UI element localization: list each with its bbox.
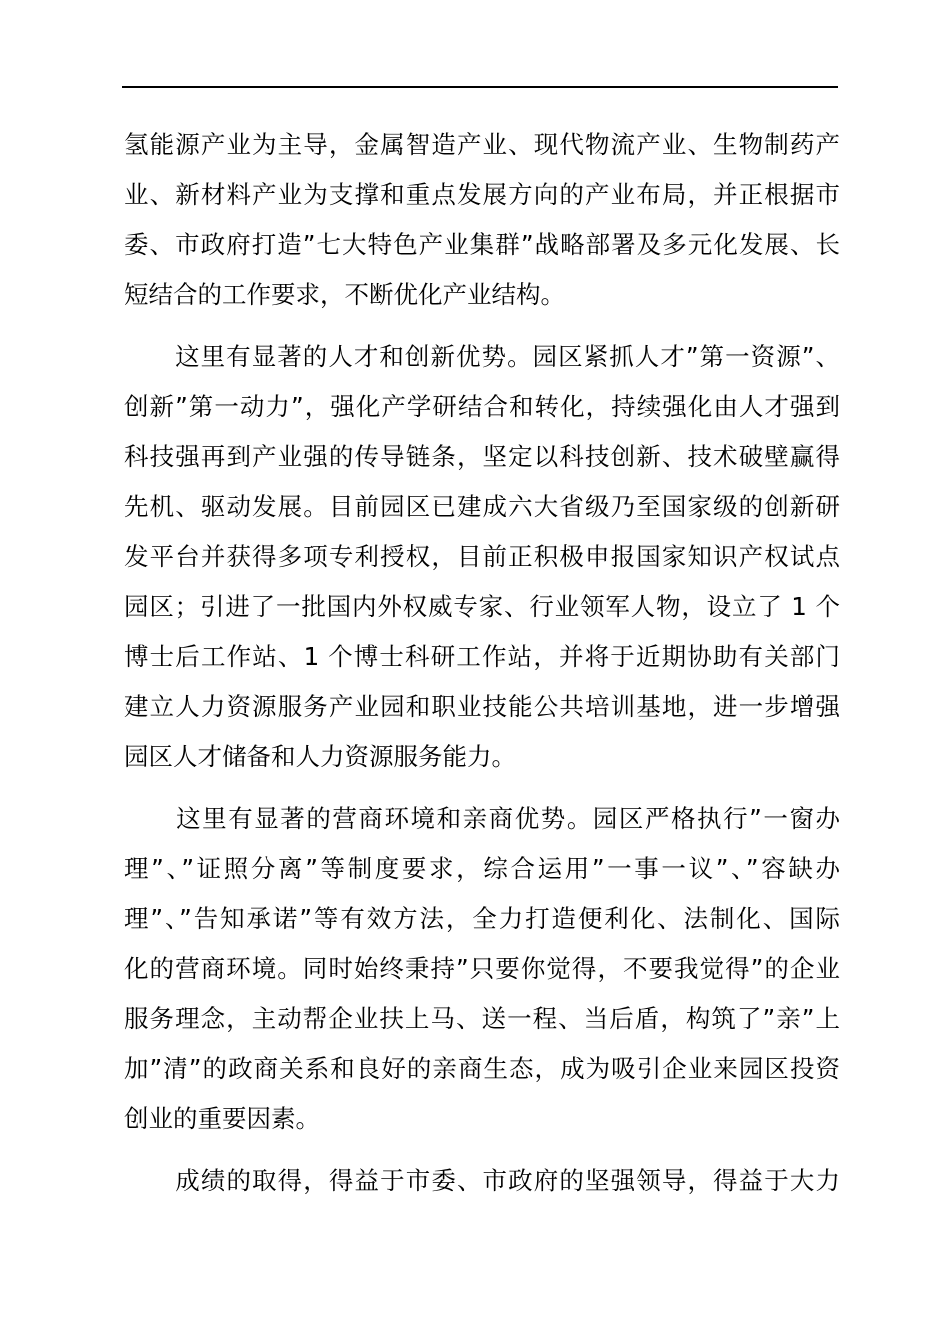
text-line: 创新”第一动力”，强化产学研结合和转化，持续强化由人才强到 — [124, 392, 840, 421]
paragraph-4 — [124, 1156, 840, 1206]
paragraph-3 — [124, 794, 840, 1144]
text-line: 创业的重要因素。 — [124, 1104, 320, 1133]
text-line: 短结合的工作要求，不断优化产业结构。 — [124, 280, 565, 309]
paragraph-gap — [124, 782, 840, 794]
text-line: 化的营商环境。同时始终秉持”只要你觉得，不要我觉得”的企业 — [124, 954, 840, 983]
paragraph-2 — [124, 332, 840, 782]
header-rule — [122, 86, 838, 88]
paragraph-gap — [124, 1144, 840, 1156]
paragraph-gap — [124, 320, 840, 332]
text-line: 博士后工作站、1 个博士科研工作站，并将于近期协助有关部门 — [124, 642, 840, 671]
text-line: 这里有显著的营商环境和亲商优势。园区严格执行”一窗办 — [124, 804, 840, 833]
text-line: 委、市政府打造”七大特色产业集群”战略部署及多元化发展、长 — [124, 230, 840, 259]
text-line: 业、新材料产业为支撑和重点发展方向的产业布局，并正根据市 — [124, 180, 840, 209]
text-line: 成绩的取得，得益于市委、市政府的坚强领导，得益于大力 — [124, 1166, 840, 1195]
text-line: 园区；引进了一批国内外权威专家、行业领军人物，设立了 1 个 — [124, 592, 840, 621]
text-line: 服务理念，主动帮企业扶上马、送一程、当后盾，构筑了”亲”上 — [124, 1004, 840, 1033]
paragraph-1 — [124, 120, 840, 320]
text-line: 这里有显著的人才和创新优势。园区紧抓人才”第一资源”、 — [124, 342, 840, 371]
text-line: 发平台并获得多项专利授权，目前正积极申报国家知识产权试点 — [124, 542, 840, 571]
text-line: 理”、”告知承诺”等有效方法，全力打造便利化、法制化、国际 — [124, 904, 840, 933]
body-text — [124, 120, 840, 1206]
text-line: 园区人才储备和人力资源服务能力。 — [124, 742, 516, 771]
text-line: 建立人力资源服务产业园和职业技能公共培训基地，进一步增强 — [124, 692, 840, 721]
text-line: 加”清”的政商关系和良好的亲商生态，成为吸引企业来园区投资 — [124, 1054, 840, 1083]
text-line: 先机、驱动发展。目前园区已建成六大省级乃至国家级的创新研 — [124, 492, 840, 521]
text-line: 理”、”证照分离”等制度要求，综合运用”一事一议”、”容缺办 — [124, 854, 840, 883]
text-line: 氢能源产业为主导，金属智造产业、现代物流产业、生物制药产 — [124, 130, 840, 159]
text-line: 科技强再到产业强的传导链条，坚定以科技创新、技术破壁赢得 — [124, 442, 840, 471]
